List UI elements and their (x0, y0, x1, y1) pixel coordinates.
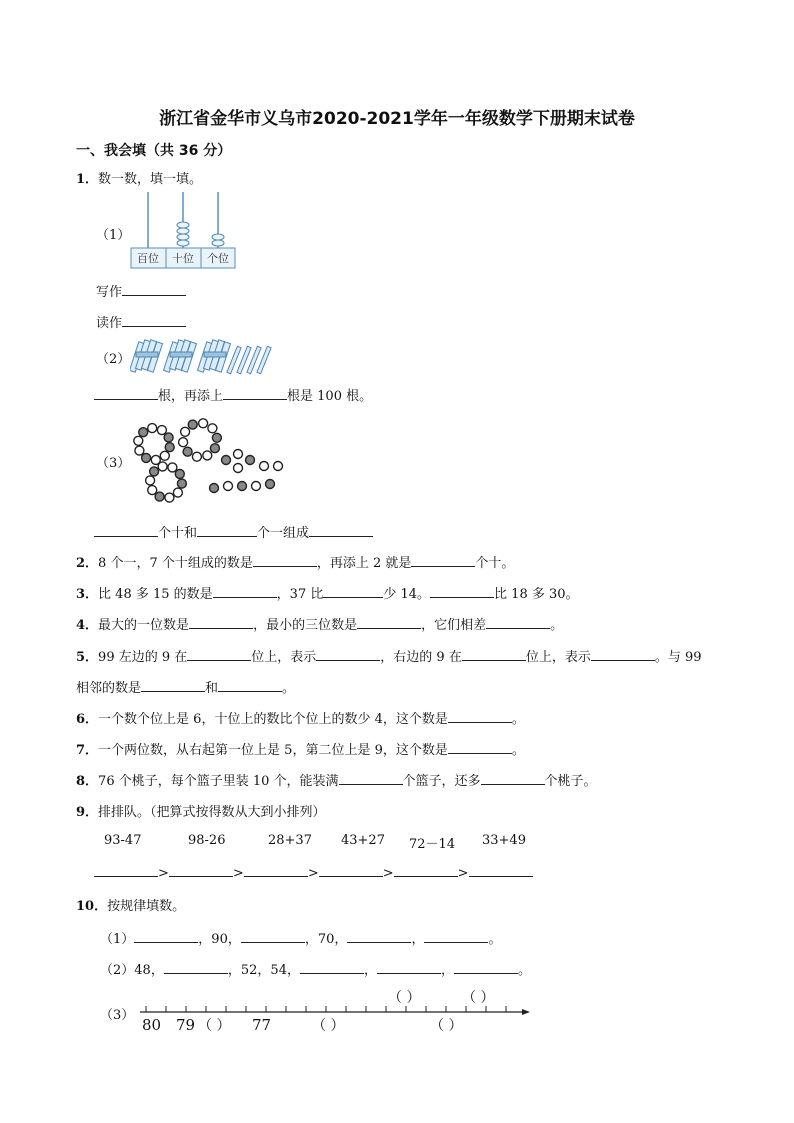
bead (146, 476, 155, 485)
answer-blank[interactable] (218, 679, 282, 692)
answer-blank[interactable] (300, 961, 364, 974)
bead (165, 443, 174, 452)
stick-bundle-icon (164, 340, 197, 372)
abacus-bead (177, 222, 189, 228)
part-label: （2） (100, 963, 135, 978)
ordering-line (94, 864, 533, 881)
comma: ， (304, 932, 318, 947)
answer-blank[interactable] (189, 616, 253, 629)
answer-blank[interactable] (347, 930, 411, 943)
text: 个桃子。 (544, 774, 597, 789)
answer-blank[interactable] (323, 585, 383, 598)
paren-blank[interactable]: （ ） (430, 1018, 463, 1034)
bead (142, 453, 151, 462)
comma: ， (411, 932, 425, 947)
text: 。 (550, 618, 564, 633)
answer-blank[interactable] (469, 864, 533, 877)
abacus-label-ones: 个位 (207, 252, 229, 265)
expr-4: 72－14 (409, 837, 456, 852)
question-5 (76, 646, 702, 665)
text: 排排队。（把算式按得数从大到小排列） (98, 805, 326, 820)
gt-sign: > (382, 866, 394, 881)
question-number: 9． (76, 805, 99, 820)
comma: ， (227, 963, 241, 978)
abacus-label-tens: 十位 (172, 252, 194, 265)
answer-blank[interactable] (141, 679, 205, 692)
bead (224, 482, 233, 491)
text: 76 个桃子，每个篮子里装 10 个，能装满 (98, 774, 339, 789)
bead (139, 428, 148, 437)
bead (173, 488, 182, 497)
bead (234, 464, 243, 473)
question-number: 8． (76, 774, 99, 789)
question-7 (76, 739, 525, 758)
text: 比 18 多 30。 (494, 587, 579, 602)
answer-blank[interactable] (309, 524, 373, 537)
bead (210, 484, 219, 493)
abacus-bead (177, 234, 189, 240)
question-number: 10． (76, 899, 108, 914)
expr-5: 33+49 (482, 833, 526, 848)
answer-blank[interactable] (454, 961, 518, 974)
bead (155, 492, 164, 501)
comma: ， (334, 932, 348, 947)
bead (179, 438, 188, 447)
text: 和 (205, 681, 219, 696)
sequence-value: 70 (317, 932, 335, 947)
paren-blank[interactable]: （ ） (388, 990, 421, 1006)
text: 个十。 (475, 556, 515, 571)
bead (135, 446, 144, 455)
comma: ， (286, 963, 300, 978)
answer-blank[interactable] (94, 387, 158, 400)
bead (274, 462, 283, 471)
sequence-1 (100, 928, 501, 947)
period: 。 (488, 932, 502, 947)
bead (266, 480, 275, 489)
abacus-label-hundreds: 百位 (137, 252, 159, 265)
bead (192, 452, 201, 461)
text: 根是 100 根。 (287, 389, 373, 404)
bead (210, 444, 219, 453)
period: 。 (518, 963, 532, 978)
answer-blank[interactable] (430, 585, 494, 598)
answer-blank[interactable] (253, 554, 317, 567)
answer-blank[interactable] (134, 930, 198, 943)
bead (168, 463, 177, 472)
part-label: （3） (96, 456, 131, 471)
answer-blank[interactable] (122, 314, 186, 327)
bead (234, 450, 243, 459)
number-label: 77 (252, 1016, 272, 1034)
gt-sign: > (158, 866, 169, 881)
answer-blank[interactable] (357, 616, 421, 629)
sequence-value: 90 (211, 932, 228, 947)
text: ，右边的 9 在 (380, 650, 462, 665)
answer-blank[interactable] (244, 864, 308, 877)
comma: ， (363, 963, 377, 978)
part-label: （3） (100, 1008, 135, 1023)
answer-blank[interactable] (319, 864, 383, 877)
question-4 (76, 614, 563, 633)
write-label: 写作 (96, 285, 123, 300)
bead (150, 467, 159, 476)
answer-blank[interactable] (411, 554, 475, 567)
bead (134, 436, 143, 445)
answer-blank[interactable] (169, 864, 233, 877)
bead (246, 456, 255, 465)
sticks-bundles-figure (130, 336, 280, 378)
comma: ， (150, 963, 164, 978)
question-number: 7． (76, 743, 99, 758)
abacus-bead (212, 240, 224, 246)
text: 99 左边的 9 在 (98, 650, 188, 665)
answer-blank[interactable] (448, 741, 512, 754)
text: 少 14。 (383, 587, 431, 602)
stick-bundle-icon (130, 340, 162, 372)
text: 位上，表示 (525, 650, 591, 665)
expr-1: 98-26 (188, 833, 226, 848)
question-8 (76, 770, 597, 789)
text: ，它们相差 (421, 618, 487, 633)
text: 。 (282, 681, 296, 696)
question-2 (76, 552, 514, 571)
gt-sign: > (457, 866, 469, 881)
answer-blank[interactable] (424, 930, 488, 943)
sequence-value: 48 (134, 963, 151, 978)
write-line (96, 281, 186, 300)
comma: ， (227, 932, 241, 947)
sequence-value: 54 (270, 963, 287, 978)
answer-blank[interactable] (164, 961, 228, 974)
text: 按规律填数。 (107, 899, 186, 914)
bead (212, 433, 221, 442)
answer-blank[interactable] (187, 648, 251, 661)
answer-blank[interactable] (122, 283, 186, 296)
answer-blank[interactable] (197, 524, 257, 537)
bead (164, 433, 173, 442)
answer-blank[interactable] (394, 864, 458, 877)
answer-blank[interactable] (223, 387, 287, 400)
page-title: 浙江省金华市义乌市2020-2021学年一年级数学下册期末试卷 (159, 109, 635, 129)
text: 位上，表示 (251, 650, 317, 665)
section-heading: 一、我会填（共 36 分） (76, 143, 232, 159)
text: 个篮子，还多 (402, 774, 481, 789)
bead (148, 424, 157, 433)
text: 根，再添上 (158, 389, 224, 404)
answer-blank[interactable] (339, 772, 403, 785)
sequence-2 (100, 959, 531, 978)
abacus-bead (212, 234, 224, 240)
text: 。 (511, 712, 525, 727)
q1-part2-line (94, 385, 372, 404)
comma: ， (198, 932, 212, 947)
question-number: 3． (76, 587, 99, 602)
number-label: 80 (142, 1016, 162, 1034)
text: 8 个一，7 个十组成的数是 (98, 556, 253, 571)
question-10 (76, 895, 185, 914)
bead (177, 479, 186, 488)
question-number: 4． (76, 618, 99, 633)
text: 。 (511, 743, 525, 758)
bead (203, 451, 212, 460)
expr-0: 93-47 (104, 833, 142, 848)
answer-blank[interactable] (481, 772, 545, 785)
text: 个十和 (158, 526, 198, 541)
answer-blank[interactable] (486, 616, 550, 629)
bead (252, 482, 261, 491)
bead (148, 486, 157, 495)
q1-part3-line (94, 522, 373, 541)
sequence-value: 52 (240, 963, 258, 978)
expr-2: 28+37 (268, 833, 312, 848)
text: 个一组成 (257, 526, 310, 541)
paren-blank[interactable]: （ ） (312, 1018, 345, 1034)
stick-bundle-icon (198, 340, 231, 372)
question-number: 1． (76, 172, 99, 187)
answer-blank[interactable] (94, 864, 158, 877)
bead (158, 462, 167, 471)
bead (188, 420, 197, 429)
answer-blank[interactable] (462, 648, 526, 661)
abacus-bead (177, 240, 189, 246)
comma: ， (441, 963, 455, 978)
bead (165, 493, 174, 502)
question-number: 6． (76, 712, 99, 727)
question-3 (76, 583, 579, 602)
answer-blank[interactable] (591, 648, 655, 661)
gt-sign: > (232, 866, 244, 881)
bead (183, 447, 192, 456)
question-5-line2 (76, 677, 295, 696)
answer-blank[interactable] (448, 710, 512, 723)
paren-blank[interactable]: （ ） (198, 1018, 231, 1034)
part-label: （1） (96, 228, 131, 243)
bead (181, 427, 190, 436)
read-label: 读作 (96, 316, 123, 331)
answer-blank[interactable] (377, 961, 441, 974)
text: 。与 99 (654, 650, 702, 665)
expr-3: 43+27 (341, 833, 385, 848)
text: 最大的一位数是 (98, 618, 190, 633)
answer-blank[interactable] (241, 930, 305, 943)
bead (260, 462, 269, 471)
beads-groups-figure (130, 414, 290, 506)
answer-blank[interactable] (316, 648, 380, 661)
gt-sign: > (307, 866, 319, 881)
text: ，再添上 2 就是 (316, 556, 412, 571)
question-number: 5． (76, 650, 99, 665)
abacus-bead (177, 228, 189, 234)
bead (157, 426, 166, 435)
part-label: （1） (100, 932, 135, 947)
question-number: 2． (76, 556, 99, 571)
text: ，37 比 (276, 587, 324, 602)
question-6 (76, 708, 525, 727)
abacus-figure (130, 190, 240, 270)
bead (175, 469, 184, 478)
text: 一个数个位上是 6，十位上的数比个位上的数少 4，这个数是 (98, 712, 448, 727)
number-label: 79 (176, 1016, 196, 1034)
text: 相邻的数是 (76, 681, 142, 696)
answer-blank[interactable] (94, 524, 158, 537)
bead (222, 456, 231, 465)
text: ，最小的三位数是 (253, 618, 358, 633)
comma: ， (257, 963, 271, 978)
bead (208, 424, 217, 433)
question-9 (76, 801, 326, 820)
read-line (96, 312, 186, 331)
paren-blank[interactable]: （ ） (462, 990, 495, 1006)
answer-blank[interactable] (213, 585, 277, 598)
text: 一个两位数，从右起第一位上是 5，第二位上是 9，这个数是 (98, 743, 448, 758)
bead (199, 419, 208, 428)
part-label: （2） (96, 352, 131, 367)
question-text: 数一数，填一填。 (98, 172, 203, 187)
question-1 (76, 168, 202, 187)
bead (238, 482, 247, 491)
text: 比 48 多 15 的数是 (98, 587, 213, 602)
number-line-figure (136, 984, 536, 1036)
bead (160, 451, 169, 460)
